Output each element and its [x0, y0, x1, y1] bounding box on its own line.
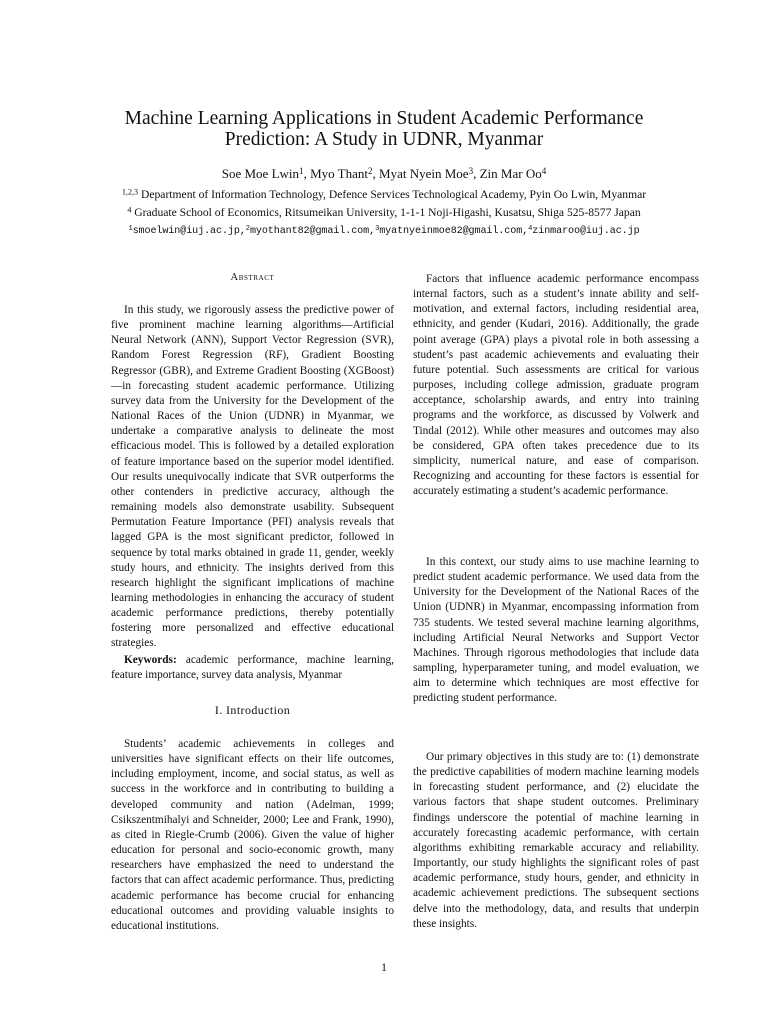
affiliation-sup: 1,2,3 — [121, 187, 139, 197]
paragraph-text: Factors that influence academic performance encompass internal factors, such as a student’s innate ability and self-motivation, and external factors, including residential area, ethnicity, and gender (Kudari, 2016). Additionally, the grade point average (GPA) plays a pivotal role in both assessing a student’s past academic achievements and evaluating their future potential. Such assessments are critical for various purposes, including college admission, graduate program acceptance, scholarship awards, and entry into training programs and the workforce, as discussed by Volwerk and Tindal (2012). While other measures and outcomes may also be considered, GPA often takes precedence due to its simplicity, numerical nature, and ease of comparison. Recognizing and accounting for these factors is essential for accurately estimating a student’s academic performance. — [413, 273, 699, 498]
paragraph-text: Students’ academic achievements in colleges and universities have significant effects on their life outcomes, including employment, income, and social status, as well as success in the workforce and in contributing to building a developed community and nation (Adelman, 1999; Csikszentmihalyi and Schneider, 2000; Lee and Frank, 1990), as cited in Riegle-Crumb (2006). Given the value of higher education for personal and socio-economic growth, many researchers have emphasized the need to understand the factors that can affect academic performance. Thus, predicting academic performance has become crucial for enhancing educational outcomes and providing valuable insights to educational institutions. — [111, 738, 394, 932]
affiliation-text: Department of Information Technology, Defence Services Technological Academy, Pyin Oo Lwin, Myanmar — [140, 188, 647, 201]
author-sup: 4 — [541, 165, 547, 176]
paragraph-text: In this context, our study aims to use machine learning to predict student academic performance. We used data from the University for the Development of the National Races of the Union (UDNR) in Myanmar, encompassing information from 735 students. We tested several machine learning algorithms, including Artificial Neural Networks and Support Vector Machines. Through rigorous methodologies that include data sampling, hyperparameter tuning, and model evaluation, we aim to determine which techniques are most effective for predicting student performance. — [413, 556, 699, 705]
author-sup: 2 — [367, 165, 373, 176]
intro-paragraph — [413, 272, 699, 499]
keywords-text: academic performance, machine learning, feature importance, survey data analysis, Myanmar — [111, 653, 394, 681]
author-name: Zin Mar Oo — [479, 166, 542, 181]
keywords-label: Keywords: — [124, 653, 177, 666]
page-number: 1 — [381, 960, 387, 974]
intro-paragraph — [111, 737, 394, 934]
author-name: Myat Nyein Moe — [379, 166, 469, 181]
intro-paragraph — [413, 750, 699, 932]
affiliation-text: Graduate School of Economics, Ritsumeikan University, 1-1-1 Noji-Higashi, Kusatsu, Shiga 525-8577 Japan — [134, 206, 641, 219]
intro-paragraph — [413, 555, 699, 707]
affiliation-sup: 4 — [127, 205, 132, 215]
email-sup: 2 — [245, 224, 250, 233]
paragraph-text: Our primary objectives in this study are to: (1) demonstrate the predictive capabilities of modern machine learning models in forecasting student performance, and (2) elucidate the various factors that shape student outcomes. Preliminary findings underscore the potential of machine learning in accurately forecasting academic performance, with certain algorithms exhibiting remarkable accuracy and reliability. Importantly, our study highlights the significant roles of past academic performance, study hours, gender, and ethnicity in academic achievement predictions. The subsequent sections delve into the methodology, data, and results that underpin these insights. — [413, 751, 699, 930]
paper-title: Machine Learning Applications in Student Academic Performance Prediction: A Study in UDNR, Myanmar — [124, 108, 644, 150]
email-list: $^1$smoelwin@iuj.ac.jp,$^2$myothant82@gmail.com,$^3$myatnyeinmoe82@gmail.com,$^4$zinmaroo@iuj.ac.jp — [128, 224, 640, 237]
email-address[interactable]: myothant82@gmail.com — [249, 226, 370, 237]
abstract-heading: Abstract — [230, 272, 275, 283]
author-name: Soe Moe Lwin — [221, 166, 300, 181]
section-heading: I. Introduction — [214, 703, 291, 717]
author-sup: 3 — [468, 165, 474, 176]
email-address[interactable]: zinmaroo@iuj.ac.jp — [532, 226, 640, 237]
email-sup: 1 — [128, 224, 133, 233]
author-list: Soe Moe Lwin$^1$, Myo Thant$^2$, Myat Nyein Moe$^3$, Zin Mar Oo$^4$ — [221, 165, 547, 181]
author-sup: 1 — [299, 165, 304, 176]
keywords — [111, 653, 394, 683]
email-sup: 3 — [375, 224, 380, 233]
affiliation — [0, 188, 768, 202]
email-address[interactable]: smoelwin@iuj.ac.jp — [132, 226, 240, 237]
abstract-text: In this study, we rigorously assess the predictive power of five prominent machine learning algorithms—Artificial Neural Network (ANN), Support Vector Regression (SVR), Random Forest Regression (RF), Gradient Boosting Regressor (GBR), and Extreme Gradient Boosting (XGBoost)—in forecasting student academic performance. Utilizing survey data from the University for the Development of the National Races of the Union (UDNR) in Myanmar, we undertake a comparative analysis to delineate the most efficacious model. This is followed by a detailed exploration of feature importance based on the superior model identified. Our results unequivocally indicate that SVR outperforms the other contenders in predictive accuracy, although the remaining models also demonstrate usability. Subsequent Permutation Feature Importance (PFI) analysis reveals that lagged GPA is the most significant predictor, followed in sequence by total marks obtained in grade 11, gender, weekly study hours, and ethnicity. The insights derived from this research highlight the significant implications of machine learning methodologies in enhancing the accuracy of student academic performance predictions, thereby potentially fostering more personalized and effective educational strategies. — [111, 304, 394, 650]
author-name: Myo Thant — [310, 166, 368, 181]
email-address[interactable]: myatnyeinmoe82@gmail.com — [379, 226, 523, 237]
affiliation — [0, 206, 768, 220]
email-sup: 4 — [528, 224, 533, 233]
abstract-body — [111, 303, 394, 683]
